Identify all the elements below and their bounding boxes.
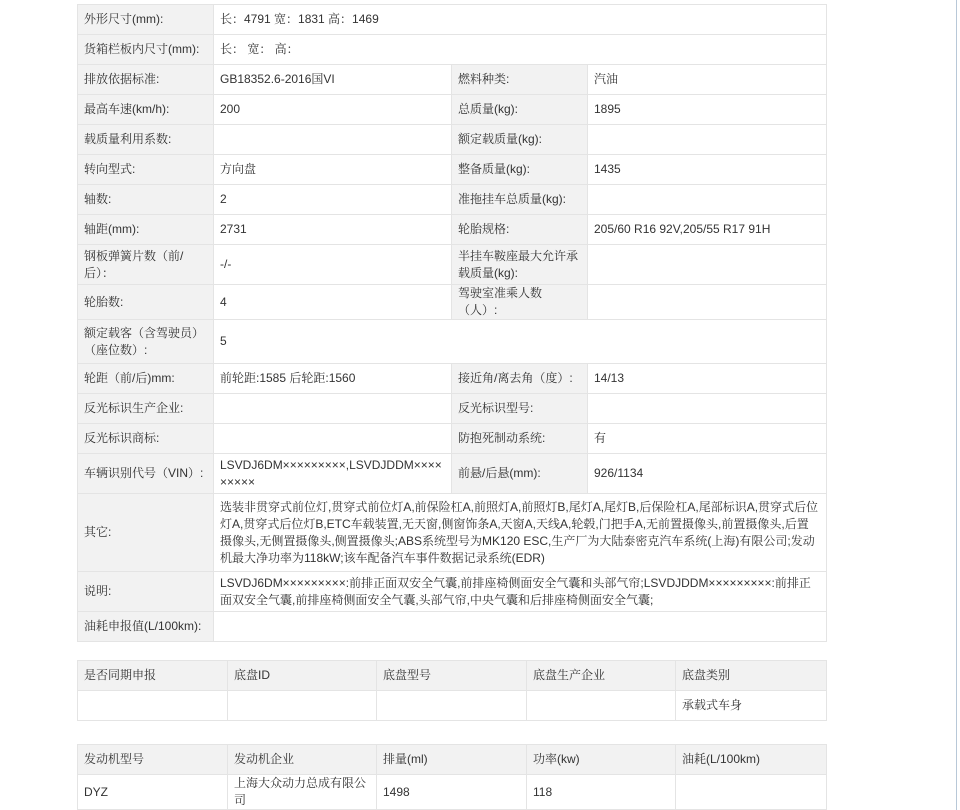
spec-label: 燃料种类: bbox=[452, 65, 588, 95]
engine-header: 发动机企业 bbox=[228, 745, 377, 775]
spec-label: 钢板弹簧片数（前/后）： bbox=[78, 245, 214, 285]
chassis-cell bbox=[377, 691, 527, 721]
spec-row-seats bbox=[78, 320, 827, 364]
spec-row-cargo-box bbox=[78, 35, 827, 65]
overhang-value: 926/1134 bbox=[588, 454, 827, 494]
spec-row-vin bbox=[78, 454, 827, 494]
spec-value bbox=[214, 394, 452, 424]
engine-cell: 1498 bbox=[377, 775, 527, 810]
spec-label: 驾驶室准乘人数（人）: bbox=[452, 285, 588, 320]
seats-label: 额定载客（含驾驶员）（座位数）: bbox=[78, 320, 214, 364]
spec-label: 反光标识型号: bbox=[452, 394, 588, 424]
note-value: LSVDJ6DM×××××××××:前排正面双安全气囊,前排座椅侧面安全气囊和头部气帘;LSVDJDDM×××××××××:前排正面双安全气囊,前排座椅侧面安全气囊,头部气帘,中央气囊和后排座椅侧面安全气囊; bbox=[214, 572, 827, 612]
spec-row bbox=[78, 394, 827, 424]
spec-label: 轮胎规格: bbox=[452, 215, 588, 245]
other-label: 其它: bbox=[78, 494, 214, 572]
fuel-value bbox=[214, 612, 827, 642]
spec-row-fuel bbox=[78, 612, 827, 642]
spec-value: 1895 bbox=[588, 95, 827, 125]
spec-label: 轮距（前/后)mm: bbox=[78, 364, 214, 394]
spec-row-other bbox=[78, 494, 827, 572]
spec-value: 4 bbox=[214, 285, 452, 320]
spec-value bbox=[588, 285, 827, 320]
spec-label: 排放依据标准: bbox=[78, 65, 214, 95]
spec-row bbox=[78, 125, 827, 155]
engine-cell bbox=[676, 775, 827, 810]
chassis-header: 是否同期申报 bbox=[78, 661, 228, 691]
spec-value bbox=[588, 394, 827, 424]
spec-label: 轮胎数: bbox=[78, 285, 214, 320]
spec-value: 有 bbox=[588, 424, 827, 454]
fuel-label: 油耗申报值(L/100km): bbox=[78, 612, 214, 642]
spec-value: 2731 bbox=[214, 215, 452, 245]
engine-header: 发动机型号 bbox=[78, 745, 228, 775]
vehicle-spec-table bbox=[77, 4, 827, 642]
vin-value: LSVDJ6DM×××××××××,LSVDJDDM××××××××× bbox=[214, 454, 452, 494]
engine-header: 功率(kw) bbox=[527, 745, 676, 775]
spec-label: 半挂车鞍座最大允许承载质量(kg): bbox=[452, 245, 588, 285]
cargo-box-value: 长： 宽： 高： bbox=[214, 35, 827, 65]
spec-label: 接近角/离去角（度）: bbox=[452, 364, 588, 394]
spec-label: 载质量利用系数: bbox=[78, 125, 214, 155]
spec-label: 准拖挂车总质量(kg): bbox=[452, 185, 588, 215]
spec-row bbox=[78, 285, 827, 320]
engine-header: 油耗(L/100km) bbox=[676, 745, 827, 775]
chassis-header: 底盘ID bbox=[228, 661, 377, 691]
vin-label: 车辆识别代号（VIN）: bbox=[78, 454, 214, 494]
spec-value bbox=[588, 245, 827, 285]
spec-value: 2 bbox=[214, 185, 452, 215]
spec-row bbox=[78, 215, 827, 245]
spec-label: 最高车速(km/h): bbox=[78, 95, 214, 125]
spec-value: GB18352.6-2016国VI bbox=[214, 65, 452, 95]
spec-label: 转向型式: bbox=[78, 155, 214, 185]
chassis-header: 底盘型号 bbox=[377, 661, 527, 691]
spec-value bbox=[588, 125, 827, 155]
chassis-table bbox=[77, 660, 827, 721]
chassis-cell bbox=[527, 691, 676, 721]
spec-value bbox=[214, 125, 452, 155]
spec-row-dimensions bbox=[78, 5, 827, 35]
spec-value: 方向盘 bbox=[214, 155, 452, 185]
chassis-cell bbox=[78, 691, 228, 721]
chassis-header-row bbox=[78, 661, 827, 691]
spec-value: 205/60 R16 92V,205/55 R17 91H bbox=[588, 215, 827, 245]
overhang-label: 前悬/后悬(mm): bbox=[452, 454, 588, 494]
spec-row bbox=[78, 65, 827, 95]
spec-row bbox=[78, 245, 827, 285]
spec-value: 前轮距:1585 后轮距:1560 bbox=[214, 364, 452, 394]
spec-value: 200 bbox=[214, 95, 452, 125]
engine-cell: 上海大众动力总成有限公司 bbox=[228, 775, 377, 810]
engine-cell: DYZ bbox=[78, 775, 228, 810]
spec-row bbox=[78, 424, 827, 454]
spec-row-note bbox=[78, 572, 827, 612]
spec-label: 轴数: bbox=[78, 185, 214, 215]
cargo-box-label: 货箱栏板内尺寸(mm): bbox=[78, 35, 214, 65]
chassis-header: 底盘生产企业 bbox=[527, 661, 676, 691]
spec-label: 轴距(mm): bbox=[78, 215, 214, 245]
chassis-cell: 承载式车身 bbox=[676, 691, 827, 721]
other-value: 选装非贯穿式前位灯,贯穿式前位灯A,前保险杠A,前照灯A,前照灯B,尾灯A,尾灯B,后保险杠A,尾部标识A,贯穿式后位灯A,贯穿式后位灯B,ETC车载装置,无天窗,侧窗饰条A,天窗A,天线A,轮毂,门把手A,无前置摄像头,前置摄像头,后置摄像头,无侧置摄像头,侧置摄像头;ABS系统型号为MK120 ESC,生产厂为大陆泰密克汽车系统(上海)有限公司;发动机最大净功率为118kW;该车配备汽车事件数据记录系统(EDR) bbox=[214, 494, 827, 572]
spec-value: -/- bbox=[214, 245, 452, 285]
spec-label: 额定载质量(kg): bbox=[452, 125, 588, 155]
engine-table bbox=[77, 744, 827, 810]
spec-label: 总质量(kg): bbox=[452, 95, 588, 125]
spec-value: 1435 bbox=[588, 155, 827, 185]
spec-label: 反光标识生产企业: bbox=[78, 394, 214, 424]
chassis-header: 底盘类别 bbox=[676, 661, 827, 691]
scroll-border bbox=[956, 0, 957, 810]
engine-header-row bbox=[78, 745, 827, 775]
spec-value: 汽油 bbox=[588, 65, 827, 95]
spec-label: 防抱死制动系统: bbox=[452, 424, 588, 454]
chassis-data-row bbox=[78, 691, 827, 721]
note-label: 说明: bbox=[78, 572, 214, 612]
engine-data-row bbox=[78, 775, 827, 810]
seats-value: 5 bbox=[214, 320, 827, 364]
spec-row bbox=[78, 364, 827, 394]
spec-value bbox=[588, 185, 827, 215]
spec-label: 整备质量(kg): bbox=[452, 155, 588, 185]
engine-header: 排量(ml) bbox=[377, 745, 527, 775]
chassis-cell bbox=[228, 691, 377, 721]
spec-row bbox=[78, 155, 827, 185]
spec-value: 14/13 bbox=[588, 364, 827, 394]
engine-cell: 118 bbox=[527, 775, 676, 810]
dimensions-label: 外形尺寸(mm): bbox=[78, 5, 214, 35]
spec-row bbox=[78, 185, 827, 215]
spec-row bbox=[78, 95, 827, 125]
dimensions-value: 长：4791 宽：1831 高：1469 bbox=[214, 5, 827, 35]
spec-value bbox=[214, 424, 452, 454]
spec-label: 反光标识商标: bbox=[78, 424, 214, 454]
